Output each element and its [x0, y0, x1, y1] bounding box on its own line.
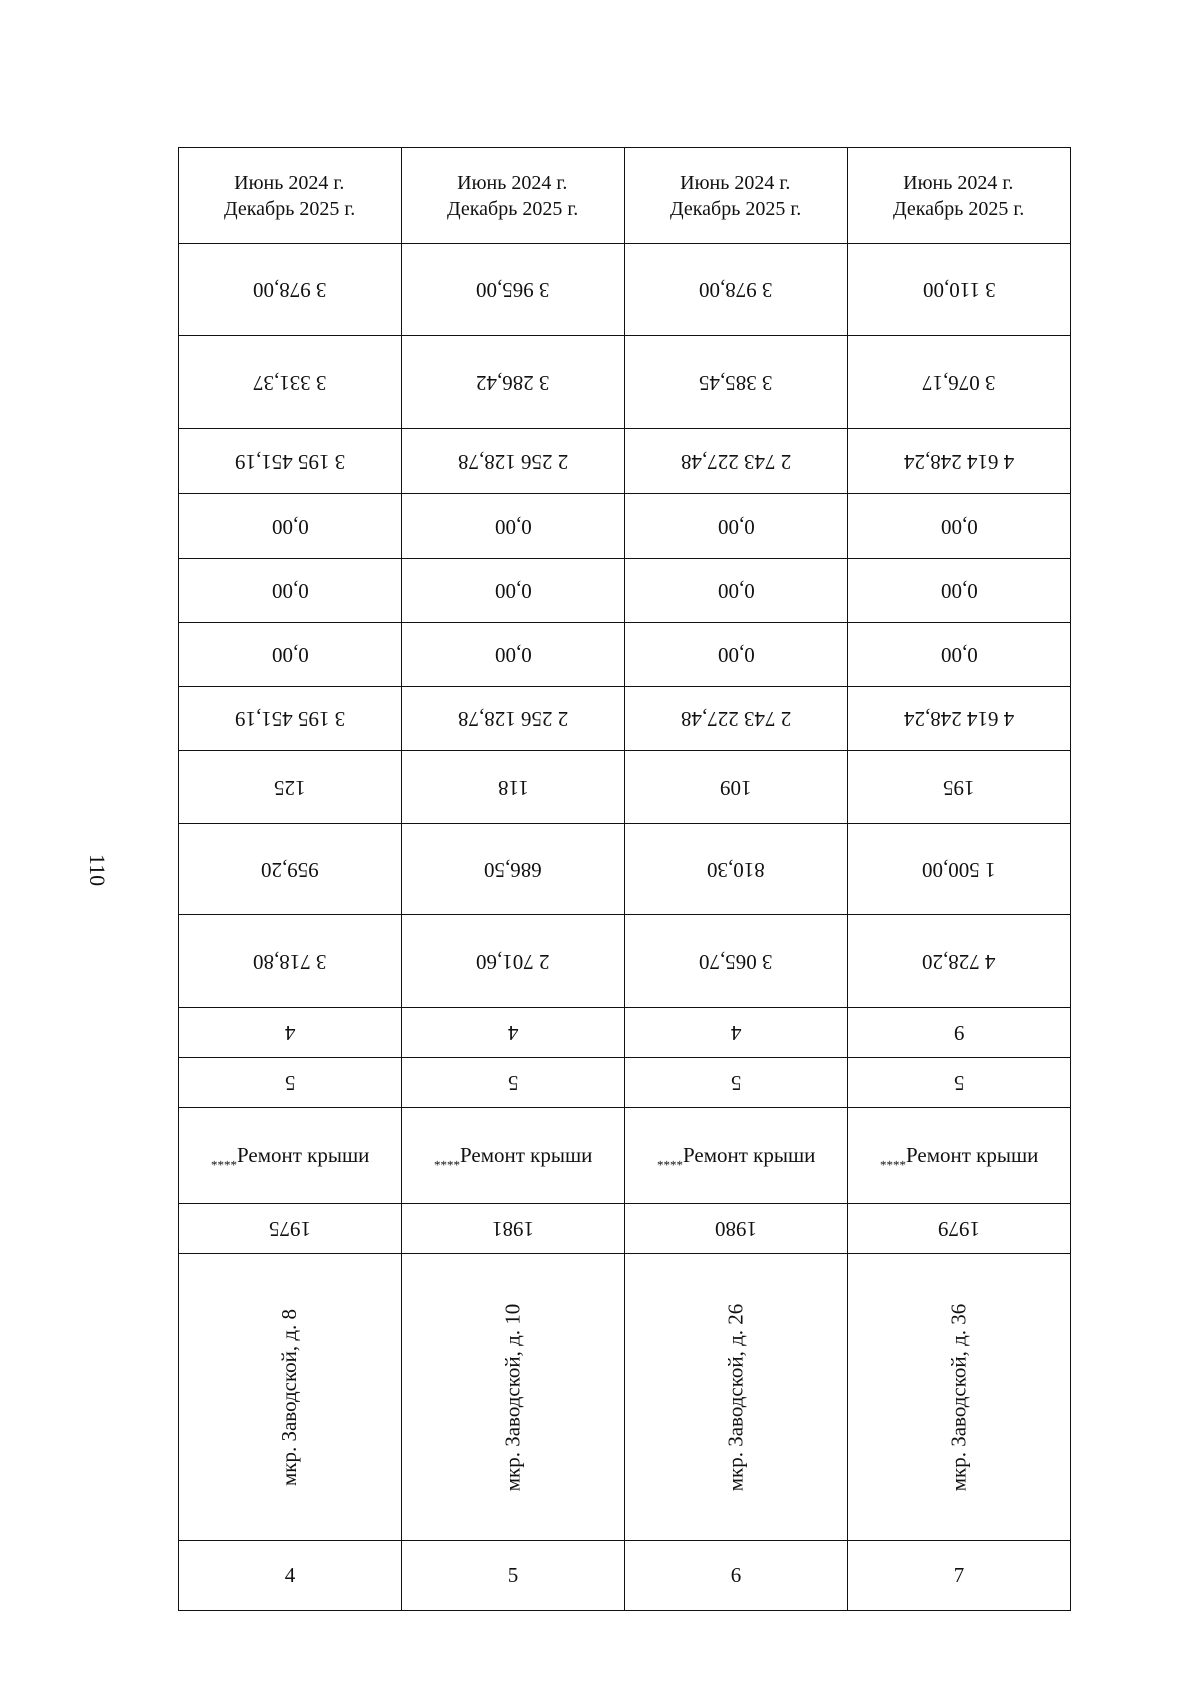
- row-total-area: [179, 915, 1071, 1008]
- cell-row-no-2: 6: [625, 1541, 848, 1611]
- row-total-a: [179, 429, 1071, 494]
- cell-limit-3: 3 110,00: [848, 244, 1071, 336]
- cell-living-area-3: 1 500,00: [848, 824, 1071, 915]
- cell-count-0: 125: [179, 751, 402, 824]
- cell-count-3: 195: [848, 751, 1071, 824]
- cell-total-area-1: 2 701,60: [402, 915, 625, 1008]
- cell-zero-1-3: 0,00: [848, 494, 1071, 559]
- row-address: [179, 1254, 1071, 1541]
- cell-living-area-0: 959,20: [179, 824, 402, 915]
- cell-work-1: Ремонт крыши****: [402, 1108, 625, 1204]
- cell-unit-cost-0: 3 331,37: [179, 336, 402, 429]
- cell-unit-cost-2: 3 385,45: [625, 336, 848, 429]
- cell-zero-3-0: 0,00: [179, 623, 402, 687]
- cell-dates-1: Декабрь 2025 г. Июнь 2024 г.: [402, 148, 625, 244]
- cell-zero-3-1: 0,00: [402, 623, 625, 687]
- cell-dates-2: Декабрь 2025 г. Июнь 2024 г.: [625, 148, 848, 244]
- cell-zero-2-1: 0,00: [402, 559, 625, 623]
- cell-work-3: Ремонт крыши****: [848, 1108, 1071, 1204]
- cell-total-area-3: 4 728,20: [848, 915, 1071, 1008]
- cell-count-1: 118: [402, 751, 625, 824]
- cell-unit-cost-1: 3 286,42: [402, 336, 625, 429]
- cell-living-area-1: 686,50: [402, 824, 625, 915]
- row-limit: [179, 244, 1071, 336]
- cell-year-2: 1980: [625, 1204, 848, 1254]
- cell-entrances-1: 4: [402, 1008, 625, 1058]
- row-living-area: [179, 824, 1071, 915]
- cell-limit-0: 3 978,00: [179, 244, 402, 336]
- cell-year-1: 1981: [402, 1204, 625, 1254]
- cell-zero-2-0: 0,00: [179, 559, 402, 623]
- cell-address-2: мкр. Заводской, д. 26: [625, 1254, 848, 1541]
- page-number: 110: [85, 853, 110, 887]
- cell-dates-0: Декабрь 2025 г. Июнь 2024 г.: [179, 148, 402, 244]
- cell-row-no-1: 5: [402, 1541, 625, 1611]
- cell-entrances-3: 9: [848, 1008, 1071, 1058]
- cell-zero-3-2: 0,00: [625, 623, 848, 687]
- row-work-type: [179, 1108, 1071, 1204]
- cell-total-a-3: 4 614 248,24: [848, 429, 1071, 494]
- row-year: [179, 1204, 1071, 1254]
- cell-total-b-2: 2 743 227,48: [625, 687, 848, 751]
- cell-year-0: 1975: [179, 1204, 402, 1254]
- cell-row-no-0: 4: [179, 1541, 402, 1611]
- cell-entrances-2: 4: [625, 1008, 848, 1058]
- cell-floors-3: 5: [848, 1058, 1071, 1108]
- cell-zero-1-1: 0,00: [402, 494, 625, 559]
- cell-zero-1-0: 0,00: [179, 494, 402, 559]
- data-table: [178, 147, 1071, 1611]
- cell-limit-1: 3 965,00: [402, 244, 625, 336]
- cell-floors-2: 5: [625, 1058, 848, 1108]
- cell-total-area-2: 3 065,70: [625, 915, 848, 1008]
- cell-total-a-1: 2 256 128,78: [402, 429, 625, 494]
- row-zero-2: [179, 559, 1071, 623]
- cell-zero-2-2: 0,00: [625, 559, 848, 623]
- cell-address-0: мкр. Заводской, д. 8: [179, 1254, 402, 1541]
- row-floors: [179, 1058, 1071, 1108]
- row-total-b: [179, 687, 1071, 751]
- cell-total-area-0: 3 718,80: [179, 915, 402, 1008]
- cell-total-b-1: 2 256 128,78: [402, 687, 625, 751]
- cell-zero-2-3: 0,00: [848, 559, 1071, 623]
- cell-count-2: 109: [625, 751, 848, 824]
- cell-unit-cost-3: 3 076,17: [848, 336, 1071, 429]
- cell-total-b-3: 4 614 248,24: [848, 687, 1071, 751]
- cell-living-area-2: 810,30: [625, 824, 848, 915]
- cell-total-b-0: 3 195 451,19: [179, 687, 402, 751]
- cell-address-1: мкр. Заводской, д. 10: [402, 1254, 625, 1541]
- row-zero-1: [179, 494, 1071, 559]
- cell-entrances-0: 4: [179, 1008, 402, 1058]
- cell-limit-2: 3 978,00: [625, 244, 848, 336]
- row-zero-3: [179, 623, 1071, 687]
- cell-zero-3-3: 0,00: [848, 623, 1071, 687]
- row-entrances: [179, 1008, 1071, 1058]
- repair-schedule-table: [178, 147, 1070, 1610]
- row-count: [179, 751, 1071, 824]
- cell-address-3: мкр. Заводской, д. 36: [848, 1254, 1071, 1541]
- cell-zero-1-2: 0,00: [625, 494, 848, 559]
- cell-row-no-3: 7: [848, 1541, 1071, 1611]
- cell-total-a-0: 3 195 451,19: [179, 429, 402, 494]
- cell-year-3: 1979: [848, 1204, 1071, 1254]
- cell-floors-1: 5: [402, 1058, 625, 1108]
- row-number: [179, 1541, 1071, 1611]
- cell-dates-3: Декабрь 2025 г. Июнь 2024 г.: [848, 148, 1071, 244]
- row-unit-cost: [179, 336, 1071, 429]
- row-dates: [179, 148, 1071, 244]
- cell-total-a-2: 2 743 227,48: [625, 429, 848, 494]
- cell-work-2: Ремонт крыши****: [625, 1108, 848, 1204]
- cell-floors-0: 5: [179, 1058, 402, 1108]
- cell-work-0: Ремонт крыши****: [179, 1108, 402, 1204]
